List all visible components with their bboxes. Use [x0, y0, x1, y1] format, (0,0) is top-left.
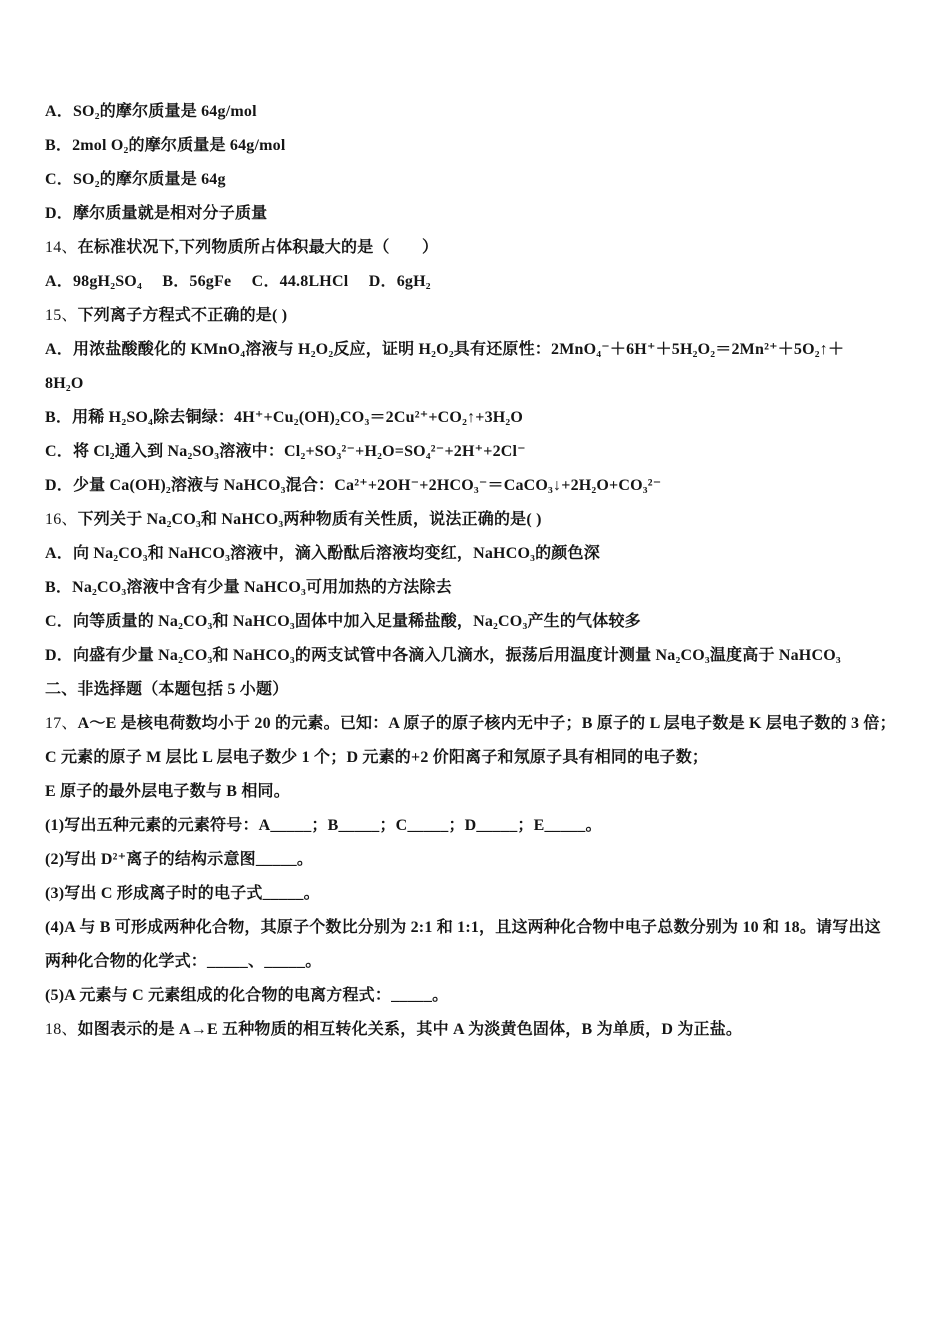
- q15-option-d: [45, 469, 920, 503]
- line-text: 两种化合物的化学式：_____、_____。: [45, 953, 322, 970]
- question-number: 18、: [45, 1021, 78, 1038]
- line-text: 二、非选择题（本题包括 5 小题）: [45, 681, 289, 698]
- q17-subquestion-4-continued: [45, 945, 920, 979]
- q15-option-a-continued: [45, 367, 920, 401]
- question-18-stem: [45, 1013, 920, 1047]
- line-text: 如图表示的是 A→E 五种物质的相互转化关系，其中 A 为淡黄色固体，B 为单质，D 为正盐。: [77, 1021, 743, 1038]
- line-text: (4)A 与 B 可形成两种化合物，其原子个数比分别为 2:1 和 1:1，且这两种化合物中电子总数分别为 10 和 18。请写出这: [45, 919, 881, 936]
- q15-option-c: [45, 435, 920, 469]
- question-number: 14、: [45, 239, 78, 256]
- question-16-stem: [45, 503, 920, 537]
- q16-option-a: [45, 537, 920, 571]
- q17-stem-line-2: [45, 741, 920, 775]
- q17-subquestion-5: [45, 979, 920, 1013]
- q13-option-c: [45, 163, 920, 197]
- line-text: (2)写出 D²⁺离子的结构示意图_____。: [45, 851, 314, 868]
- question-number: 15、: [45, 307, 78, 324]
- q15-option-a: [45, 333, 920, 367]
- line-text: 8H₂O: [45, 375, 84, 392]
- line-text: (3)写出 C 形成离子时的电子式_____。: [45, 885, 320, 902]
- line-text: B．用稀 H₂SO₄除去铜绿：4H⁺+Cu₂(OH)₂CO₃＝2Cu²⁺+CO₂↑+3H₂O: [45, 409, 524, 426]
- q13-option-d: [45, 197, 920, 231]
- line-text: B．2mol O₂的摩尔质量是 64g/mol: [45, 137, 286, 154]
- line-text: D．向盛有少量 Na₂CO₃和 NaHCO₃的两支试管中各滴入几滴水，振荡后用温度计测量 Na₂CO₃温度高于 NaHCO₃: [45, 647, 841, 664]
- question-17-stem: [45, 707, 920, 741]
- q16-option-b: [45, 571, 920, 605]
- line-text: A．SO₂的摩尔质量是 64g/mol: [45, 103, 257, 120]
- q17-subquestion-1: [45, 809, 920, 843]
- q14-options: [45, 265, 920, 299]
- line-text: D．少量 Ca(OH)₂溶液与 NaHCO₃混合：Ca²⁺+2OH⁻+2HCO₃⁻＝CaCO₃↓+2H₂O+CO₃²⁻: [45, 477, 662, 494]
- question-number: 17、: [45, 715, 78, 732]
- q16-option-c: [45, 605, 920, 639]
- line-text: A．98gH₂SO₄ B．56gFe C．44.8LHCl D．6gH₂: [45, 273, 431, 290]
- line-text: 在标准状况下,下列物质所占体积最大的是（ ）: [77, 239, 439, 256]
- line-text: A．向 Na₂CO₃和 NaHCO₃溶液中，滴入酚酞后溶液均变红，NaHCO₃的颜色深: [45, 545, 600, 562]
- line-text: C．将 Cl₂通入到 Na₂SO₃溶液中：Cl₂+SO₃²⁻+H₂O=SO₄²⁻+2H⁺+2Cl⁻: [45, 443, 526, 460]
- line-text: C．向等质量的 Na₂CO₃和 NaHCO₃固体中加入足量稀盐酸，Na₂CO₃产生的气体较多: [45, 613, 641, 630]
- q13-option-a: [45, 95, 920, 129]
- q17-stem-line-3: [45, 775, 920, 809]
- question-number: 16、: [45, 511, 78, 528]
- line-text: D．摩尔质量就是相对分子质量: [45, 205, 268, 222]
- line-text: (5)A 元素与 C 元素组成的化合物的电离方程式：_____。: [45, 987, 449, 1004]
- section-2-heading: [45, 673, 920, 707]
- q16-option-d: [45, 639, 920, 673]
- line-text: 下列关于 Na₂CO₃和 NaHCO₃两种物质有关性质，说法正确的是( ): [77, 511, 542, 528]
- question-14-stem: [45, 231, 920, 265]
- q15-option-b: [45, 401, 920, 435]
- question-15-stem: [45, 299, 920, 333]
- line-text: C 元素的原子 M 层比 L 层电子数少 1 个；D 元素的+2 价阳离子和氖原子具有相同的电子数；: [45, 749, 709, 766]
- line-text: (1)写出五种元素的元素符号：A_____；B_____；C_____；D_____；E_____。: [45, 817, 602, 834]
- q13-option-b: [45, 129, 920, 163]
- q17-subquestion-3: [45, 877, 920, 911]
- line-text: 下列离子方程式不正确的是( ): [77, 307, 288, 324]
- q17-subquestion-2: [45, 843, 920, 877]
- q17-subquestion-4: [45, 911, 920, 945]
- line-text: B．Na₂CO₃溶液中含有少量 NaHCO₃可用加热的方法除去: [45, 579, 452, 596]
- line-text: A．用浓盐酸酸化的 KMnO₄溶液与 H₂O₂反应，证明 H₂O₂具有还原性：2MnO₄⁻＋6H⁺＋5H₂O₂＝2Mn²⁺＋5O₂↑＋: [45, 341, 845, 358]
- document-body: [45, 95, 920, 1047]
- line-text: A～E 是核电荷数均小于 20 的元素。已知：A 原子的原子核内无中子；B 原子的 L 层电子数是 K 层电子数的 3 倍；: [77, 715, 896, 732]
- line-text: E 原子的最外层电子数与 B 相同。: [45, 783, 290, 800]
- line-text: C．SO₂的摩尔质量是 64g: [45, 171, 226, 188]
